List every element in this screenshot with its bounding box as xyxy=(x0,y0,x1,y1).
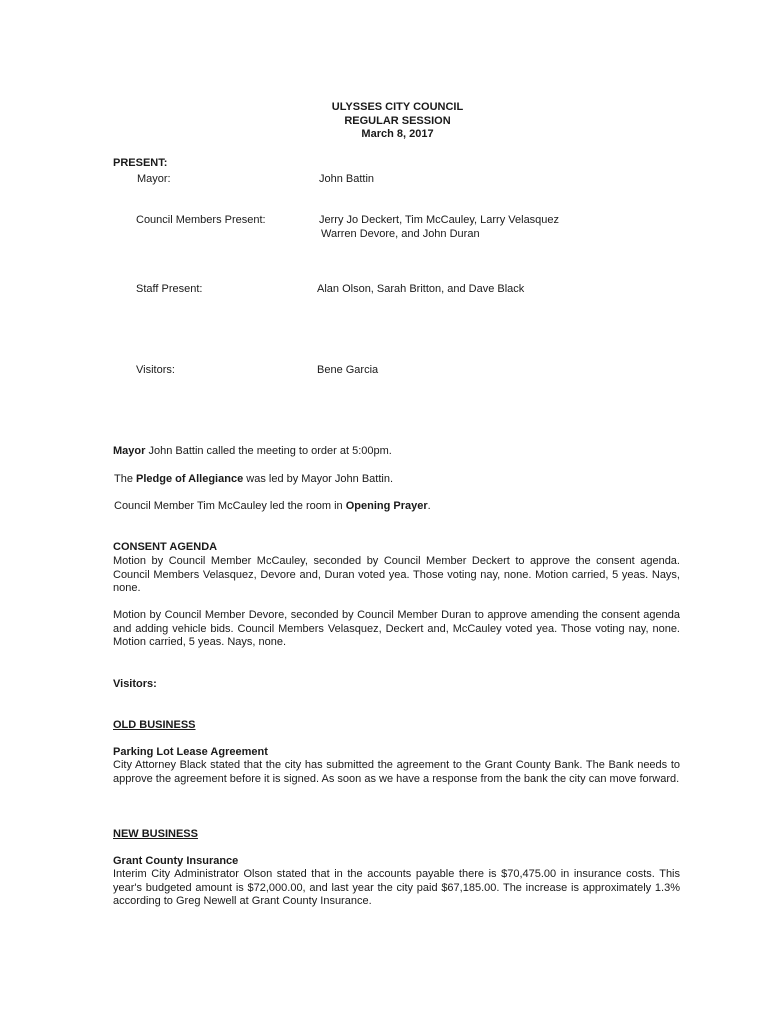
document-header xyxy=(0,101,770,142)
header-council-name: ULYSSES CITY COUNCIL xyxy=(331,101,464,113)
prayer-pre: Council Member Tim McCauley led the room in xyxy=(114,500,346,512)
council-members-line1: Jerry Jo Deckert, Tim McCauley, Larry Velasquez xyxy=(319,214,560,226)
staff-label: Staff Present: xyxy=(136,283,203,295)
council-members-line2: Warren Devore, and John Duran xyxy=(321,228,480,240)
call-to-order xyxy=(113,444,392,458)
pledge-pre: The xyxy=(114,473,137,485)
prayer-bold: Opening Prayer xyxy=(345,500,428,512)
prayer-post: . xyxy=(427,500,431,512)
pledge-post: was led by Mayor John Battin. xyxy=(243,473,393,485)
header-date: March 8, 2017 xyxy=(361,128,434,140)
visitors-label: Visitors: xyxy=(136,364,175,376)
visitors-value: Bene Garcia xyxy=(317,364,379,376)
call-to-order-text: John Battin called the meeting to order at 5:00pm. xyxy=(145,445,392,457)
prayer-line xyxy=(114,499,431,513)
visitors-section-heading: Visitors: xyxy=(113,678,157,690)
pledge-bold: Pledge of Allegiance xyxy=(136,473,244,485)
parking-lot-text: City Attorney Black stated that the city has submitted the agreement to the Grant County Bank. The Bank needs to approve the agreement before it is signed. As soon as we have a response from the bank the city can move forward. xyxy=(113,759,680,785)
header-session-type: REGULAR SESSION xyxy=(344,114,451,127)
mayor-label: Mayor: xyxy=(137,173,171,185)
insurance-text: Interim City Administrator Olson stated that in the accounts payable there is $70,475.00 in insurance costs. This year's budgeted amount is $72,000.00, and last year the city paid $67,185.00. The increase is approximately 1.3% according to Greg Newell at Grant County Insurance. xyxy=(113,868,680,908)
staff-value: Alan Olson, Sarah Britton, and Dave Black xyxy=(317,283,525,295)
new-business-heading: NEW BUSINESS xyxy=(113,828,198,840)
pledge-line xyxy=(114,472,393,486)
consent-motion-2: Motion by Council Member Devore, seconded by Council Member Duran to approve amending the consent agenda and adding vehicle bids. Council Members Velasquez, Deckert and, McCauley voted yea. Those voting nay, none. Motion carried, 5 yeas. Nays, none. xyxy=(113,609,680,649)
council-members-label: Council Members Present: xyxy=(136,214,266,226)
present-heading: PRESENT: xyxy=(113,157,168,169)
mayor-value: John Battin xyxy=(319,173,375,185)
consent-motion-1: Motion by Council Member McCauley, seconded by Council Member Deckert to approve the consent agenda. Council Members Velasquez, Devore and, Duran voted yea. Those voting nay, none. Motion carried, 5 yeas. Nays, none. xyxy=(113,555,680,595)
call-to-order-bold: Mayor xyxy=(113,445,146,457)
old-business-heading: OLD BUSINESS xyxy=(113,719,196,731)
parking-lot-title: Parking Lot Lease Agreement xyxy=(113,746,268,758)
insurance-title: Grant County Insurance xyxy=(113,855,239,867)
consent-agenda-heading: CONSENT AGENDA xyxy=(113,541,218,553)
